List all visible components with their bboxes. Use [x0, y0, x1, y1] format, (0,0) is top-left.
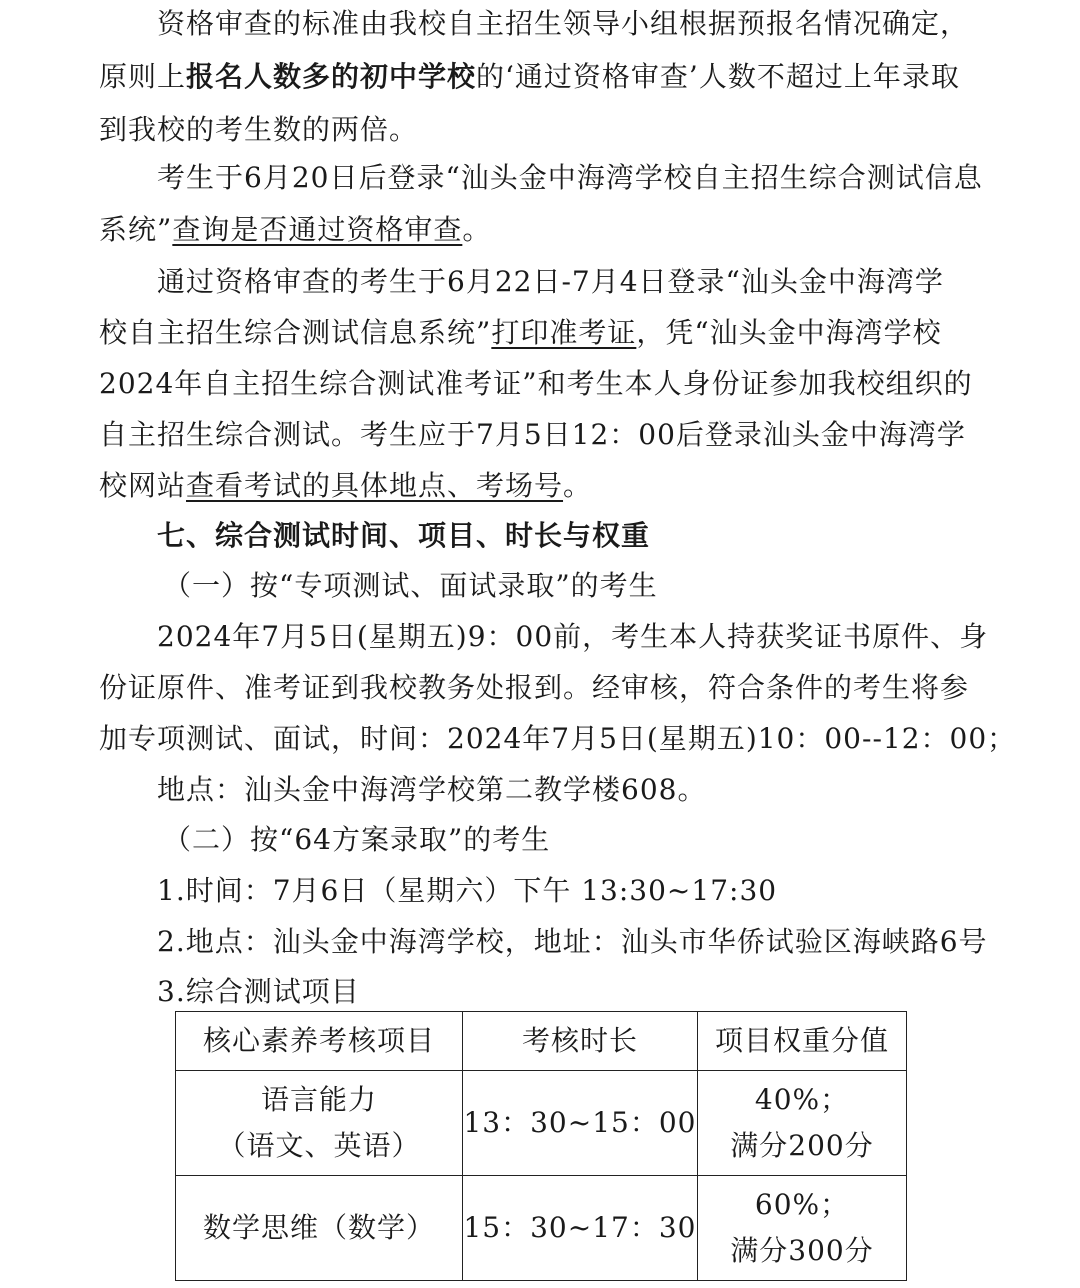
- paragraph-line: 份证原件、准考证到我校教务处报到。经审核，符合条件的考生将参: [99, 671, 970, 704]
- table-cell-duration: 15：30~17：30: [462, 1176, 697, 1281]
- text: 校网站: [99, 469, 187, 502]
- underlined-text: 查询是否通过资格审查: [172, 213, 463, 246]
- paragraph-line: [0, 262, 1080, 302]
- paragraph-line: 加专项测试、面试，时间：2024年7月5日(星期五)10：00--12：00；: [99, 722, 1017, 755]
- text: 到我校的考生数的两倍。: [99, 113, 419, 146]
- item-name: 语言能力: [260, 1083, 377, 1116]
- paragraph-line: [0, 4, 1080, 44]
- section-heading: 七、综合测试时间、项目、时长与权重: [157, 519, 651, 552]
- weight-percent: 40%；: [754, 1083, 850, 1116]
- table-row: [176, 1071, 907, 1176]
- text: 2024年自主招生综合测试准考证”和考生本人身份证参加我校组织的: [99, 367, 973, 400]
- text: 原则上: [99, 60, 187, 93]
- paragraph-line: [0, 364, 1080, 404]
- full-score: 满分300分: [730, 1234, 874, 1267]
- text: 的‘通过资格审查’人数不超过上年录取: [476, 60, 960, 93]
- weight-percent: 60%；: [754, 1188, 850, 1221]
- paragraph-line: 地点：汕头金中海湾学校第二教学楼608。: [157, 773, 707, 806]
- table-header-cell: 项目权重分值: [698, 1012, 907, 1071]
- paragraph-line: [0, 313, 1080, 353]
- text: 系统”: [99, 213, 173, 246]
- text: 。: [462, 213, 492, 246]
- paragraph-line: [0, 57, 1080, 97]
- table-cell-duration: 13：30~15：00: [462, 1071, 697, 1176]
- paragraph-line: [0, 466, 1080, 506]
- text: 校自主招生综合测试信息系统”: [99, 316, 492, 349]
- text: 。: [563, 469, 593, 502]
- list-item: 1.时间：7月6日（星期六）下午 13:30~17:30: [157, 874, 778, 907]
- text: 通过资格审查的考生于6月22日-7月4日登录“汕头金中海湾学: [157, 265, 944, 298]
- table-header-row: [176, 1012, 907, 1071]
- item-subjects: （语文、英语）: [217, 1129, 421, 1162]
- paragraph-line: [0, 415, 1080, 455]
- full-score: 满分200分: [730, 1129, 874, 1162]
- list-item: 3.综合测试项目: [157, 975, 360, 1008]
- underlined-text: 打印准考证: [491, 316, 637, 349]
- paragraph-line: [0, 110, 1080, 150]
- paragraph-line: 2024年7月5日(星期五)9：00前，考生本人持获奖证书原件、身: [157, 620, 989, 653]
- item-name: 数学思维（数学）: [202, 1211, 435, 1244]
- text: 资格审查的标准由我校自主招生领导小组根据预报名情况确定，: [157, 7, 970, 40]
- bold-text: 报名人数多的初中学校: [186, 60, 477, 93]
- text: 自主招生综合测试。考生应于7月5日12：00后登录汕头金中海湾学: [99, 418, 966, 451]
- subsection-heading: （二）按“64方案录取”的考生: [163, 823, 551, 856]
- subsection-heading: （一）按“专项测试、面试录取”的考生: [163, 569, 658, 602]
- text: 考生于6月20日后登录“汕头金中海湾学校自主招生综合测试信息: [157, 161, 983, 194]
- underlined-text: 查看考试的具体地点、考场号: [186, 469, 564, 502]
- table-header-cell: 考核时长: [462, 1012, 697, 1071]
- test-items-table: [175, 1011, 907, 1281]
- table-cell-item: [176, 1071, 463, 1176]
- paragraph-line: [0, 210, 1080, 250]
- table-cell-item: [176, 1176, 463, 1281]
- text: ，凭“汕头金中海湾学校: [636, 316, 942, 349]
- table-cell-weight: [698, 1176, 907, 1281]
- list-item: 2.地点：汕头金中海湾学校，地址：汕头市华侨试验区海峡路6号: [157, 925, 988, 958]
- table-cell-weight: [698, 1071, 907, 1176]
- paragraph-line: [0, 158, 1080, 198]
- table-row: [176, 1176, 907, 1281]
- table-header-cell: 核心素养考核项目: [176, 1012, 463, 1071]
